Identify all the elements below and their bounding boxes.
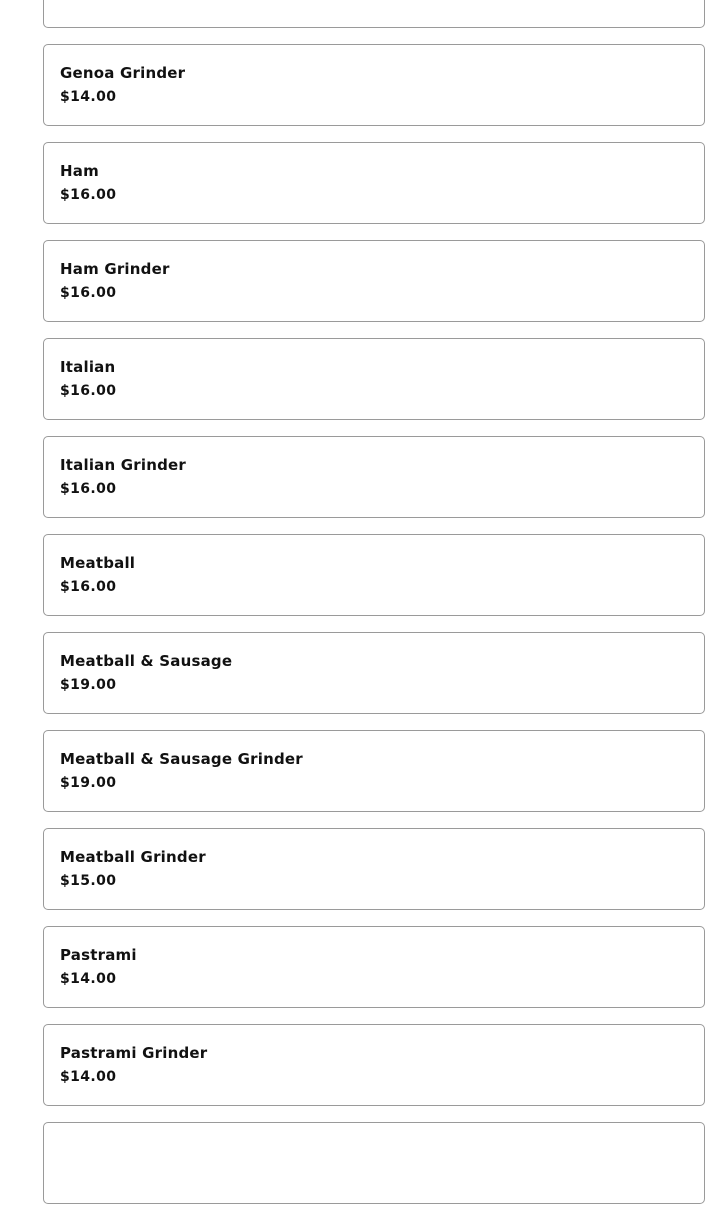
menu-item-price: $16.00 bbox=[60, 579, 117, 595]
menu-item-card[interactable] bbox=[43, 926, 705, 1008]
menu-item-card[interactable] bbox=[43, 338, 705, 420]
menu-item-card[interactable] bbox=[43, 0, 705, 28]
menu-item-name: Genoa Grinder bbox=[60, 64, 186, 82]
menu-item-name: Meatball & Sausage bbox=[60, 652, 233, 670]
menu-item-name: Pastrami Grinder bbox=[60, 1044, 208, 1062]
menu-item-price: $19.00 bbox=[60, 677, 117, 693]
menu-item-price: $19.00 bbox=[60, 775, 117, 791]
menu-item-card[interactable] bbox=[43, 632, 705, 714]
menu-item-price: $14.00 bbox=[60, 971, 117, 987]
menu-item-price: $16.00 bbox=[60, 285, 117, 301]
menu-item-price: $14.00 bbox=[60, 89, 117, 105]
menu-item-card[interactable] bbox=[43, 240, 705, 322]
menu-item-price: $14.00 bbox=[60, 1069, 117, 1085]
menu-item-name: Ham Grinder bbox=[60, 260, 170, 278]
menu-item-card[interactable] bbox=[43, 534, 705, 616]
menu-item-card[interactable] bbox=[43, 730, 705, 812]
menu-item-price: $16.00 bbox=[60, 383, 117, 399]
menu-item-card[interactable] bbox=[43, 436, 705, 518]
menu-item-list bbox=[43, 0, 705, 1220]
menu-item-name: Ham bbox=[60, 162, 99, 180]
menu-item-name: Italian bbox=[60, 358, 116, 376]
menu-item-card[interactable] bbox=[43, 44, 705, 126]
menu-item-name: Pastrami bbox=[60, 946, 137, 964]
menu-item-price: $16.00 bbox=[60, 481, 117, 497]
menu-item-price: $15.00 bbox=[60, 873, 117, 889]
menu-item-card[interactable] bbox=[43, 1024, 705, 1106]
menu-item-card[interactable] bbox=[43, 828, 705, 910]
menu-item-name: Italian Grinder bbox=[60, 456, 187, 474]
menu-item-name: Meatball Grinder bbox=[60, 848, 206, 866]
menu-item-card[interactable] bbox=[43, 142, 705, 224]
menu-item-name: Meatball & Sausage Grinder bbox=[60, 750, 303, 768]
menu-item-card[interactable] bbox=[43, 1122, 705, 1204]
menu-item-price: $16.00 bbox=[60, 187, 117, 203]
menu-item-name: Meatball bbox=[60, 554, 136, 572]
